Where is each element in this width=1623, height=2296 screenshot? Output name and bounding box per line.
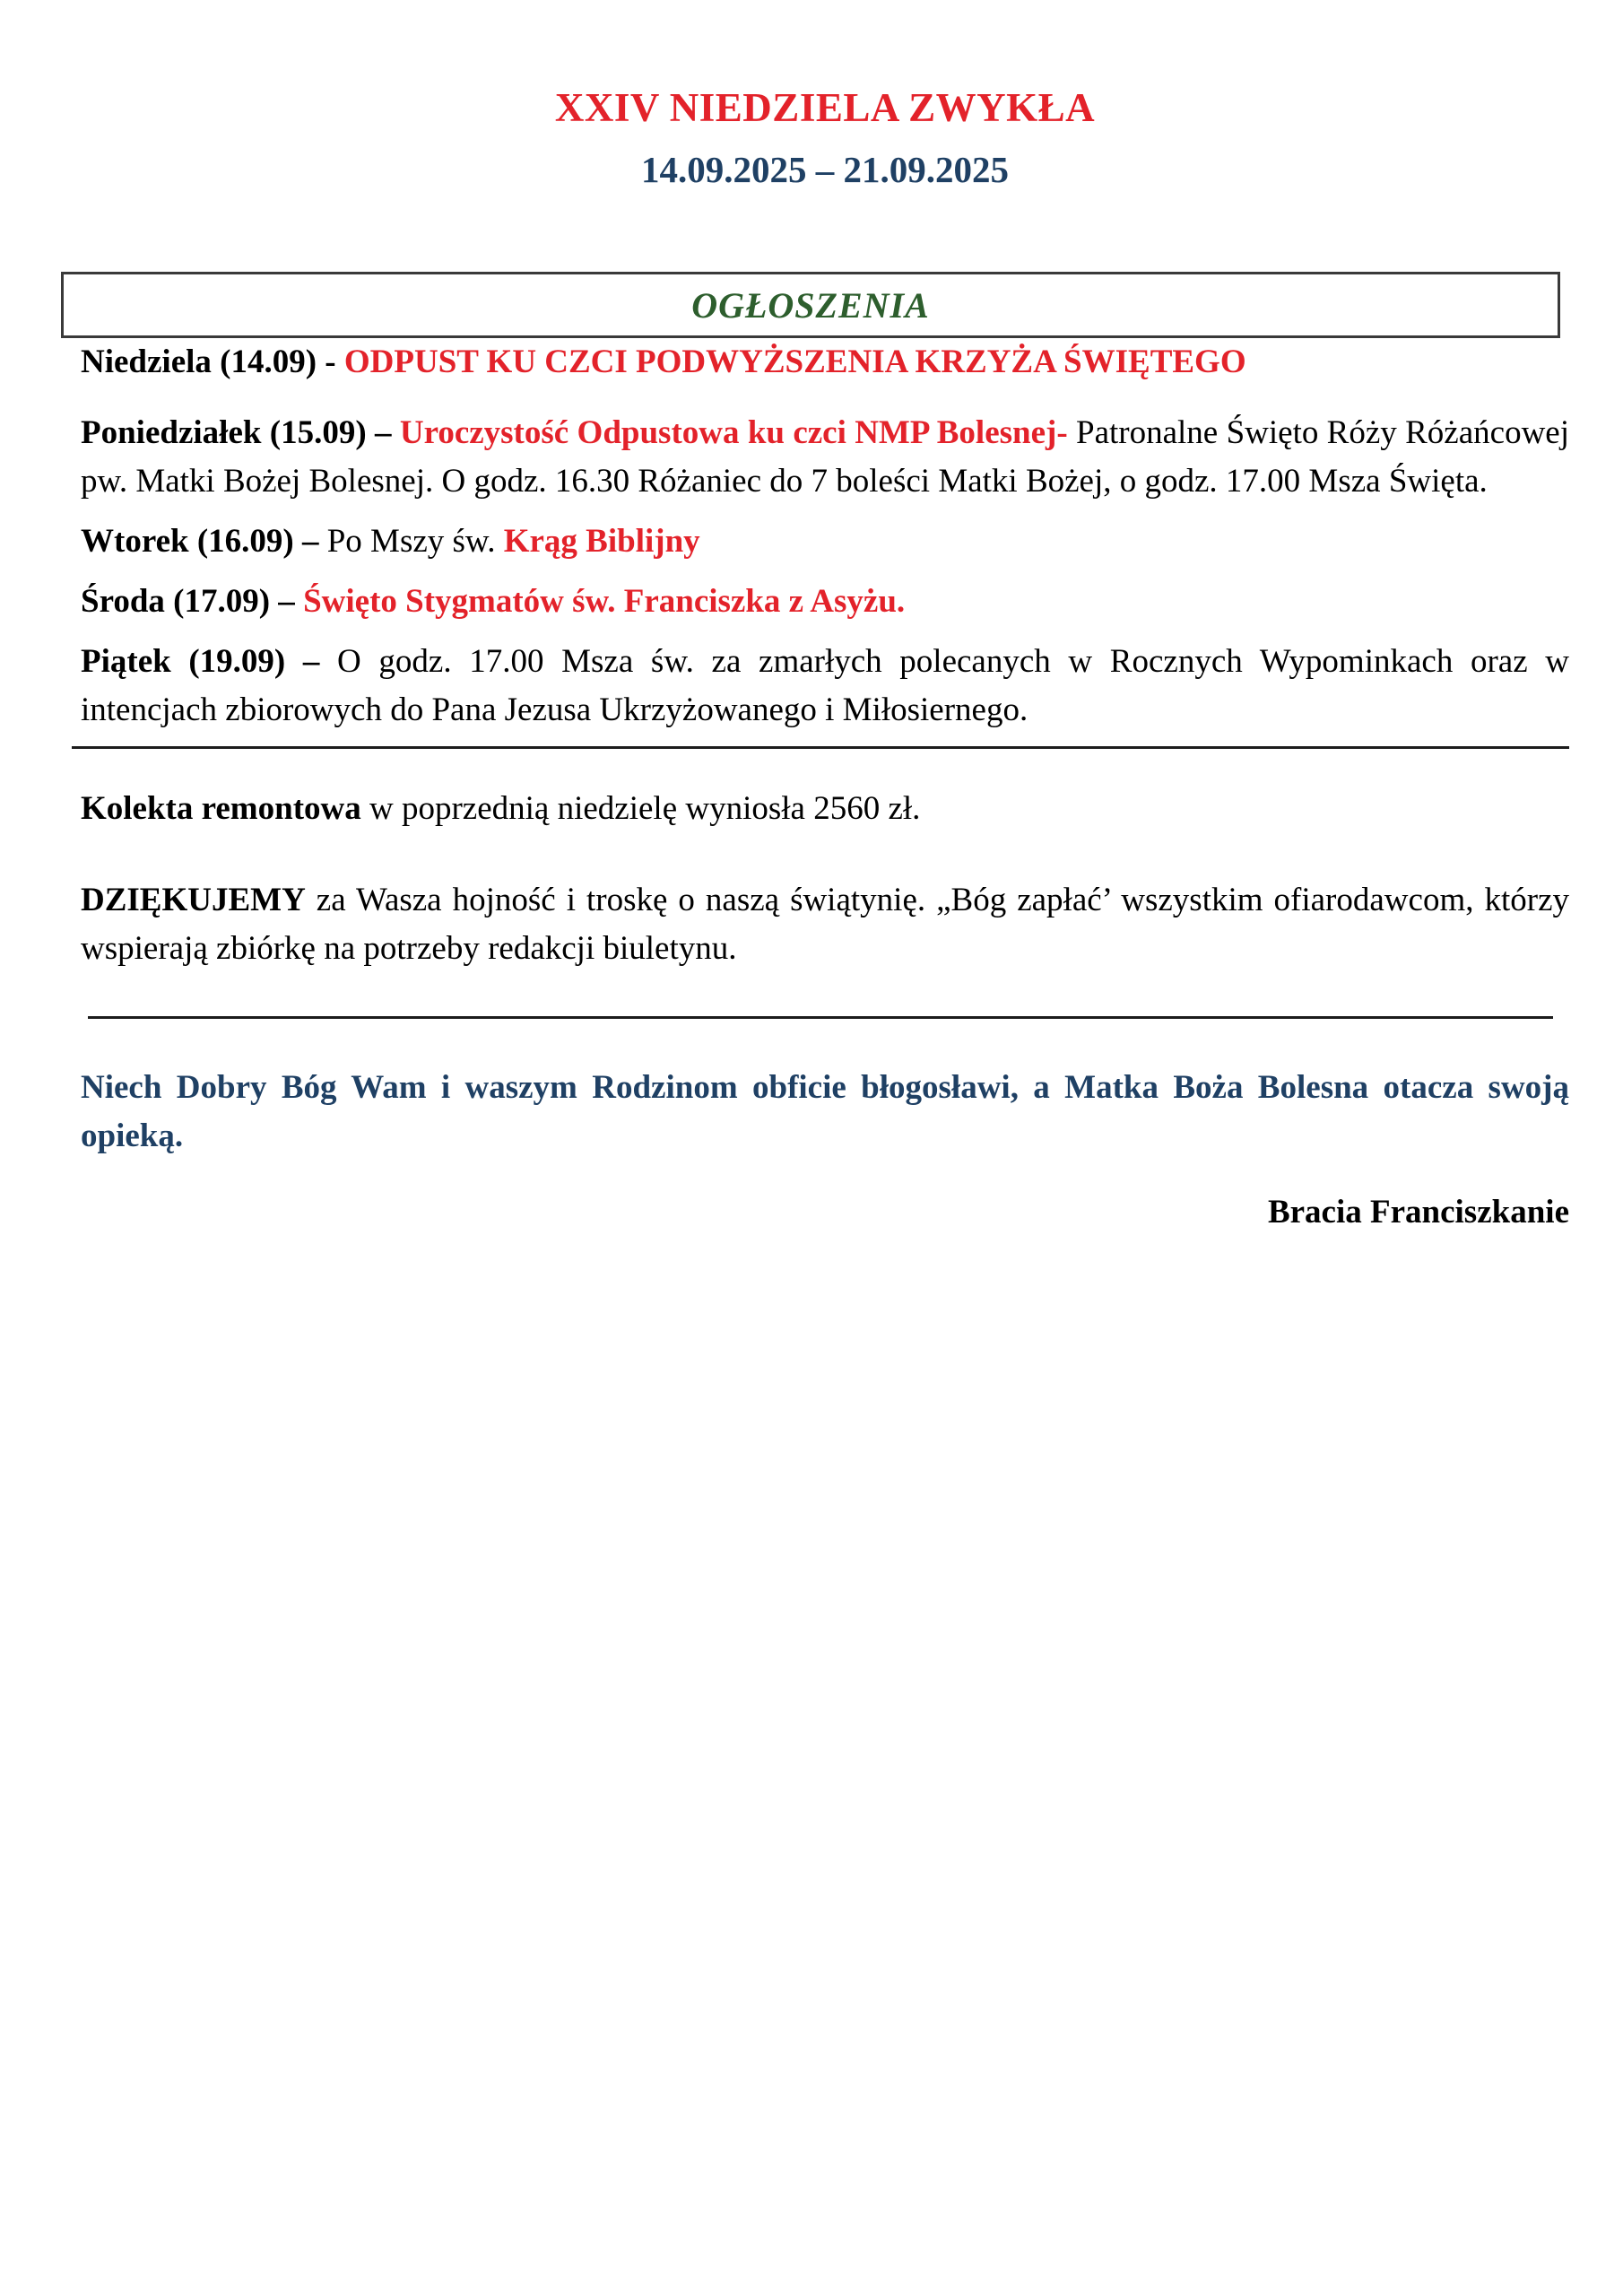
- collection-line: [81, 785, 1569, 833]
- signature: Bracia Franciszkanie: [1267, 1194, 1569, 1231]
- day-label: Wtorek (16.09) –: [81, 523, 327, 560]
- entry-highlight: Uroczystość Odpustowa ku czci NMP Bolesnej-: [399, 414, 1068, 451]
- collection-label: Kolekta remontowa: [81, 790, 361, 827]
- page-title: XXIV NIEDZIELA ZWYKŁA: [554, 85, 1096, 130]
- thanks-text: za Wasza hojność i troskę o naszą świątynię. „Bóg zapłać’ wszystkim ofiarodawcom, którzy wspierają zbiórkę na potrzeby redakcji biuletynu.: [81, 882, 1569, 967]
- announcement-friday: [81, 638, 1569, 735]
- entry-highlight: Krąg Biblijny: [503, 523, 700, 560]
- blessing-paragraph: Niech Dobry Bóg Wam i waszym Rodzinom obficie błogosławi, a Matka Boża Bolesna otacza swoją opieką.: [81, 1069, 1569, 1154]
- announcements-list: [81, 338, 1569, 735]
- day-label: Piątek (19.09) –: [81, 643, 338, 680]
- announcement-sunday: [81, 338, 1569, 387]
- divider-bottom: [88, 1016, 1553, 1019]
- day-label: Niedziela (14.09) -: [81, 344, 344, 380]
- day-label: Środa (17.09) –: [81, 583, 304, 620]
- announcement-wednesday: [81, 578, 1569, 626]
- divider-top: [72, 746, 1569, 749]
- day-label: Poniedziałek (15.09) –: [81, 414, 400, 451]
- entry-prefix: Po Mszy św.: [326, 523, 504, 560]
- entry-highlight: ODPUST KU CZCI PODWYŻSZENIA KRZYŻA ŚWIĘTEGO: [343, 344, 1246, 380]
- entry-highlight: Święto Stygmatów św. Franciszka z Asyżu.: [303, 583, 906, 620]
- collection-text: w poprzednią niedzielę wyniosła 2560 zł.: [360, 790, 921, 827]
- announcements-header: OGŁOSZENIA: [691, 284, 930, 326]
- entry-tail: Patronalne Święto Róży Różańcowej pw. Matki Bożej Bolesnej. O godz. 16.30 Różaniec do 7 boleści Matki Bożej, o godz. 17.00 Msza Święta.: [81, 414, 1569, 500]
- entry-tail: O godz. 17.00 Msza św. za zmarłych polecanych w Rocznych Wypominkach oraz w intencjach zbiorowych do Pana Jezusa Ukrzyżowanego i Miłosiernego.: [81, 643, 1569, 728]
- announcements-header-box: [61, 272, 1560, 338]
- announcement-tuesday: [81, 517, 1569, 566]
- thanks-paragraph: [81, 876, 1569, 973]
- thanks-label: DZIĘKUJEMY: [81, 882, 306, 918]
- announcement-monday: [81, 409, 1569, 506]
- date-range: 14.09.2025 – 21.09.2025: [641, 149, 1009, 190]
